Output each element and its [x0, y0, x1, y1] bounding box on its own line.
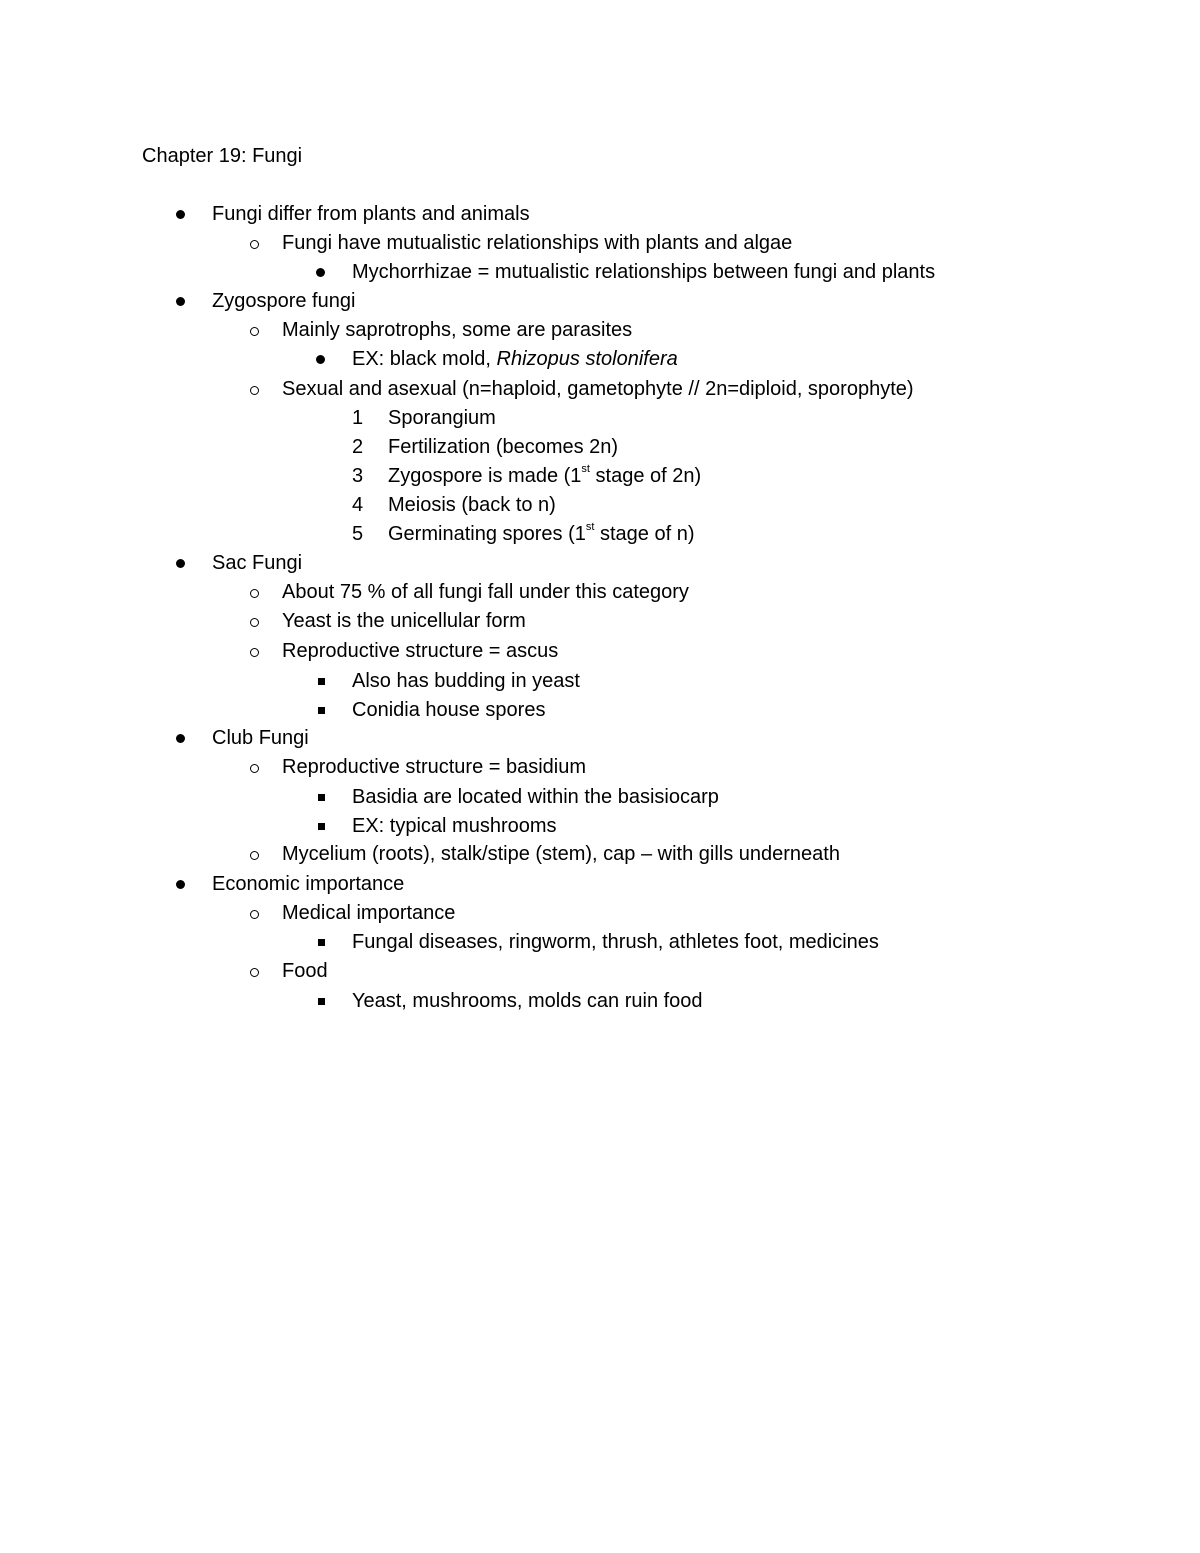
square-bullet-icon	[318, 939, 325, 946]
list-item-text: Fungi differ from plants and animals	[212, 203, 530, 225]
list-item-text: Zygospore fungi	[212, 290, 356, 312]
circle-bullet-icon	[250, 589, 259, 598]
item-number: 3	[352, 465, 364, 487]
text-part: stage of 2n)	[589, 465, 702, 487]
numbered-item-text: Meiosis (back to n)	[388, 494, 556, 516]
circle-bullet-icon	[250, 618, 259, 627]
square-bullet-icon	[318, 823, 325, 830]
circle-bullet-icon	[250, 764, 259, 773]
text-part: Germinating spores (1	[388, 523, 586, 545]
bullet-icon	[176, 734, 185, 743]
list-item-text: Also has budding in yeast	[352, 670, 580, 692]
numbered-item-text: Fertilization (becomes 2n)	[388, 436, 619, 458]
bullet-icon	[316, 268, 325, 277]
list-item-text: Medical importance	[282, 902, 456, 924]
list-item-text: Mychorrhizae = mutualistic relationships between fungi and plants	[352, 261, 936, 283]
square-bullet-icon	[318, 678, 325, 685]
square-bullet-icon	[318, 794, 325, 801]
square-bullet-icon	[318, 998, 325, 1005]
list-item-text-prefix: EX: black mold,	[352, 348, 497, 370]
circle-bullet-icon	[250, 910, 259, 919]
list-item-text: Yeast is the unicellular form	[282, 610, 526, 632]
item-number: 4	[352, 494, 364, 516]
list-item-text: Mycelium (roots), stalk/stipe (stem), cap – with gills underneath	[282, 843, 840, 865]
list-item-text: Conidia house spores	[352, 699, 546, 721]
bullet-icon	[316, 355, 325, 364]
circle-bullet-icon	[250, 968, 259, 977]
item-number: 5	[352, 523, 364, 545]
bullet-icon	[176, 559, 185, 568]
text-part: stage of n)	[594, 523, 695, 545]
list-item-text: Reproductive structure = basidium	[282, 756, 587, 778]
bullet-icon	[176, 297, 185, 306]
list-item-text: Sexual and asexual (n=haploid, gametophyte // 2n=diploid, sporophyte)	[282, 378, 914, 400]
item-number: 2	[352, 436, 364, 458]
item-number: 1	[352, 407, 364, 429]
circle-bullet-icon	[250, 648, 259, 657]
species-name: Rhizopus stolonifera	[496, 348, 678, 370]
list-item-text: About 75 % of all fungi fall under this category	[282, 581, 689, 603]
bullet-icon	[176, 210, 185, 219]
square-bullet-icon	[318, 707, 325, 714]
text-part: Zygospore is made (1	[388, 465, 582, 487]
list-item-text: Fungal diseases, ringworm, thrush, athletes foot, medicines	[352, 931, 879, 953]
numbered-item-text	[388, 463, 701, 489]
list-item-text: Reproductive structure = ascus	[282, 640, 559, 662]
list-item-text: Economic importance	[212, 873, 405, 895]
list-item-text: Sac Fungi	[212, 552, 303, 574]
list-item-text	[352, 346, 678, 372]
bullet-icon	[176, 880, 185, 889]
list-item-text: Basidia are located within the basisiocarp	[352, 786, 719, 808]
page-title: Chapter 19: Fungi	[142, 145, 303, 167]
list-item-text: Mainly saprotrophs, some are parasites	[282, 319, 633, 341]
list-item-text: Club Fungi	[212, 727, 309, 749]
list-item-text: Food	[282, 960, 328, 982]
list-item-text: EX: typical mushrooms	[352, 815, 557, 837]
list-item-text: Yeast, mushrooms, molds can ruin food	[352, 990, 703, 1012]
circle-bullet-icon	[250, 327, 259, 336]
numbered-item-text	[388, 521, 695, 547]
circle-bullet-icon	[250, 386, 259, 395]
superscript: st	[581, 463, 590, 476]
numbered-item-text: Sporangium	[388, 407, 496, 429]
circle-bullet-icon	[250, 851, 259, 860]
superscript: st	[585, 521, 595, 534]
list-item-text: Fungi have mutualistic relationships with plants and algae	[282, 232, 793, 254]
circle-bullet-icon	[250, 240, 259, 249]
